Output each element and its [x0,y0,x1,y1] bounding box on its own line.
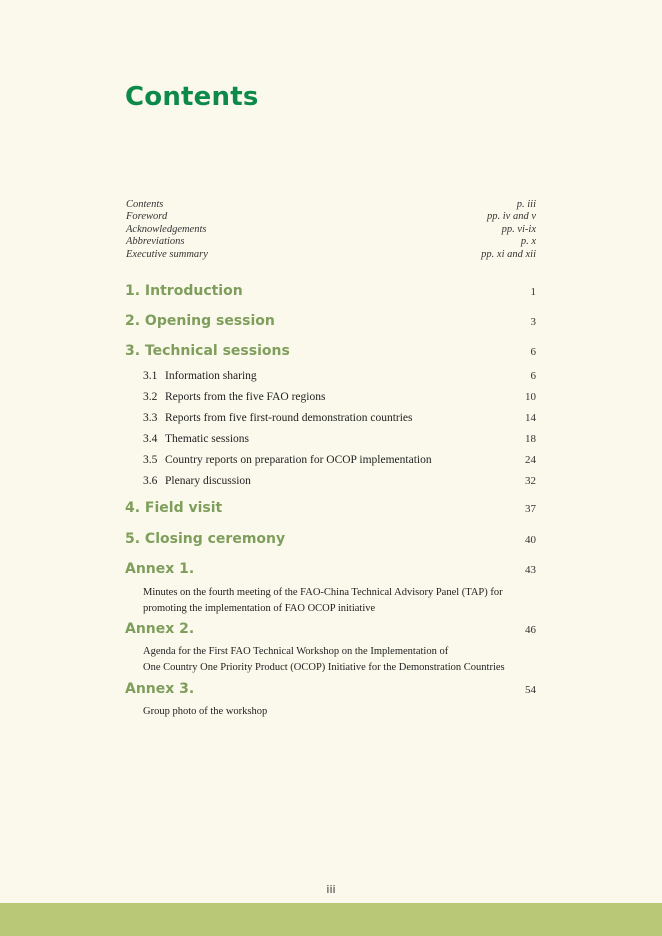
toc-section-introduction[interactable] [125,283,536,299]
subsection-title: Thematic sessions [165,433,249,445]
annex-description [143,704,523,720]
section-title: 5. Closing ceremony [125,531,286,547]
toc-section-technical[interactable] [125,343,536,359]
subsection-page: 24 [525,454,536,466]
toc-subsection[interactable] [143,433,536,445]
front-matter-label: Executive summary [126,248,208,260]
front-matter-item[interactable] [126,211,536,223]
page-title: Contents [125,82,259,112]
annex-title: Annex 1. [125,561,195,577]
subsection-number: 3.2 [143,391,158,403]
front-matter-list [126,199,536,261]
annex-title: Annex 3. [125,681,195,697]
front-matter-page: p. x [520,236,536,248]
toc-subsection[interactable] [143,412,536,424]
annex-description-line: One Country One Priority Product (OCOP) Initiative for the Demonstration Countries [143,661,505,673]
section-title: 3. Technical sessions [125,343,290,359]
subsection-number: 3.3 [143,412,158,424]
front-matter-item[interactable] [126,249,536,261]
subsection-page: 14 [525,412,536,424]
annex-title: Annex 2. [125,621,195,637]
subsection-page: 32 [525,475,536,487]
front-matter-label: Abbreviations [126,236,185,248]
annex-page: 46 [525,624,536,636]
subsection-title: Reports from the five FAO regions [165,391,326,403]
subsection-title: Information sharing [165,370,257,382]
front-matter-page: pp. xi and xii [481,248,536,260]
subsection-page: 10 [525,391,536,403]
toc-section-opening[interactable] [125,313,536,329]
toc-subsection[interactable] [143,391,536,403]
front-matter-item[interactable] [126,224,536,236]
annex-description [143,644,536,675]
front-matter-item[interactable] [126,236,536,248]
subsection-page: 6 [530,370,536,382]
front-matter-page: pp. vi-ix [501,223,536,235]
section-page: 37 [525,503,536,515]
toc-subsection[interactable] [143,454,536,466]
section-page: 3 [530,316,536,328]
subsection-number: 3.5 [143,454,158,466]
section-title: 1. Introduction [125,283,243,299]
annex-page: 54 [525,684,536,696]
toc-annex-1[interactable] [125,561,536,577]
subsection-page: 18 [525,433,536,445]
annex-page: 43 [525,564,536,576]
front-matter-label: Acknowledgements [126,223,207,235]
toc-subsection[interactable] [143,370,536,382]
toc-section-field-visit[interactable] [125,500,536,516]
subsection-number: 3.1 [143,370,158,382]
section-title: 4. Field visit [125,500,223,516]
front-matter-label: Foreword [126,211,168,223]
section-page: 1 [530,286,536,298]
section-page: 6 [530,346,536,358]
front-matter-item[interactable] [126,199,536,211]
page-number: iii [326,883,336,896]
annex-description-line: promoting the implementation of FAO OCOP initiative [143,602,376,614]
subsection-number: 3.6 [143,475,158,487]
toc-section-closing[interactable] [125,531,536,547]
footer-band [0,903,662,936]
subsection-number: 3.4 [143,433,158,445]
annex-description-line: Agenda for the First FAO Technical Workshop on the Implementation of [143,646,449,657]
section-title: 2. Opening session [125,313,275,329]
toc-subsection[interactable] [143,475,536,487]
subsection-title: Country reports on preparation for OCOP implementation [165,454,432,466]
annex-description-line: Minutes on the fourth meeting of the FAO-China Technical Advisory Panel (TAP) for [143,587,503,598]
subsection-title: Plenary discussion [165,475,251,487]
front-matter-page: pp. iv and v [487,211,536,223]
subsection-title: Reports from five first-round demonstration countries [165,412,413,424]
annex-description [143,585,523,616]
toc-annex-3[interactable] [125,681,536,697]
toc-annex-2[interactable] [125,621,536,637]
section-page: 40 [525,534,536,546]
annex-description-line: Group photo of the workshop [143,706,268,717]
front-matter-label: Contents [126,199,164,210]
front-matter-page: p. iii [516,199,536,210]
